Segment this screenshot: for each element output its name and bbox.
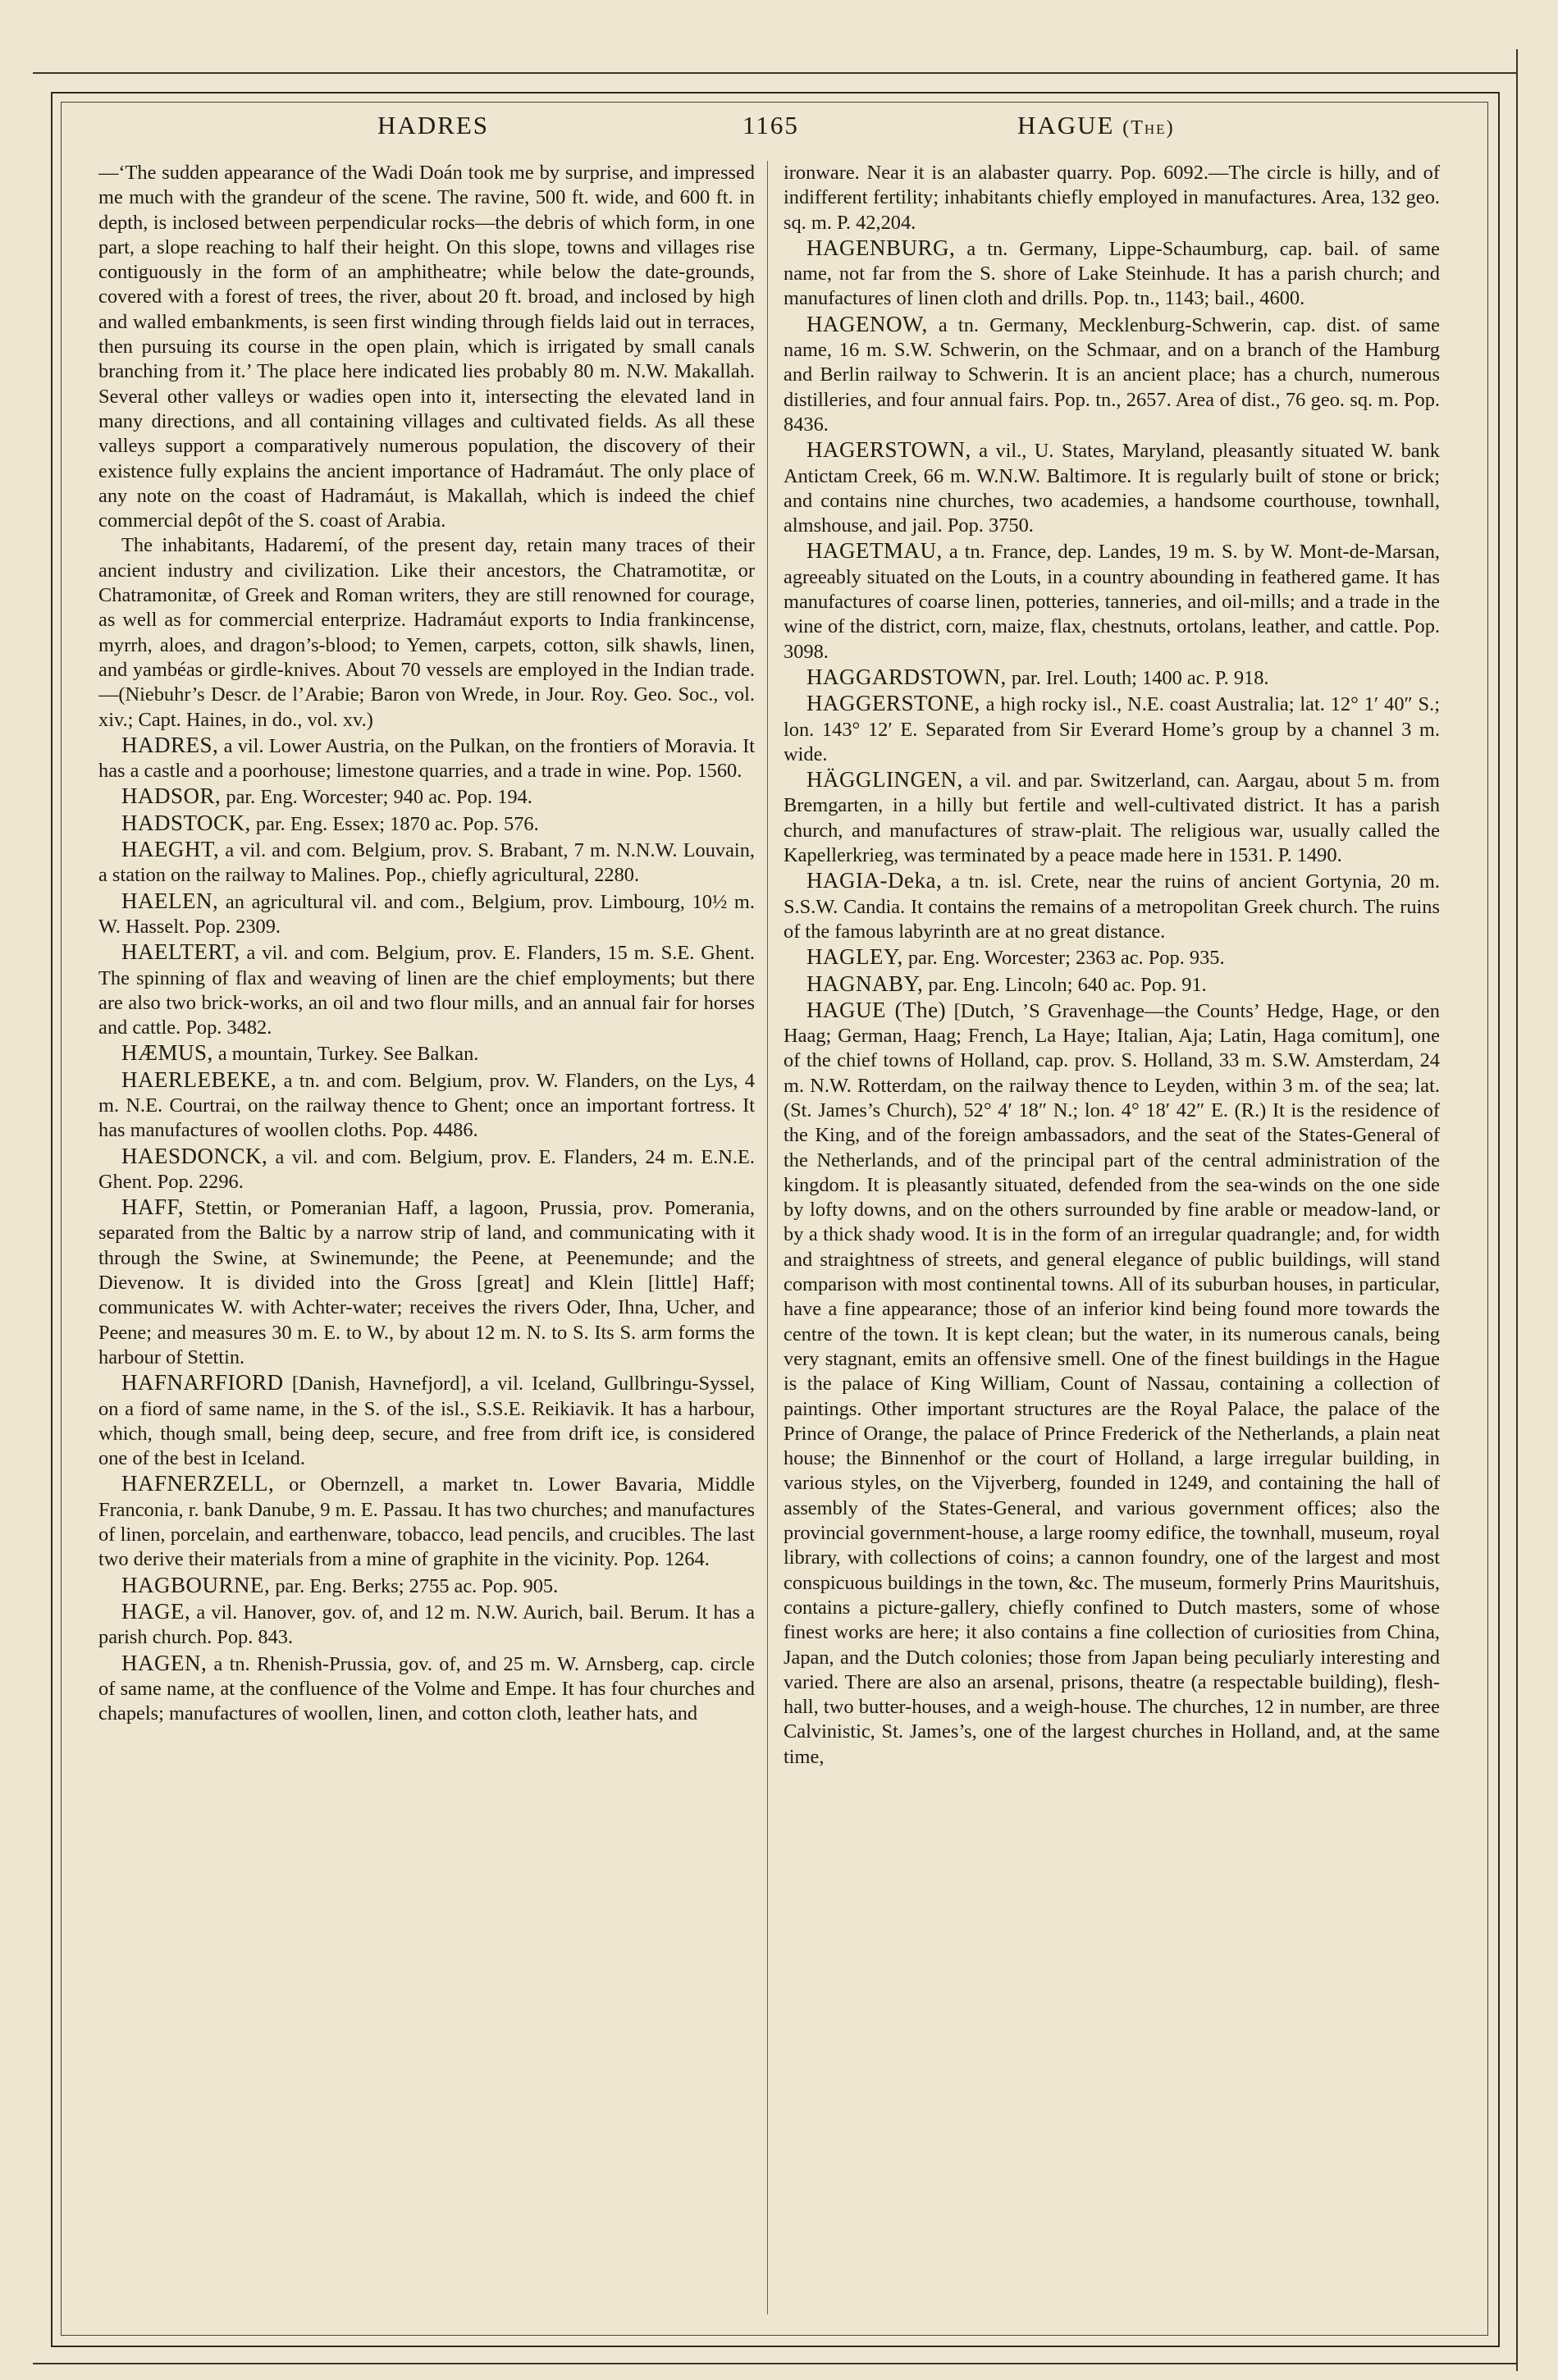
top-edge-line xyxy=(33,72,1518,74)
entry-body: par. Eng. Lincoln; 640 ac. Pop. 91. xyxy=(923,973,1207,996)
entry-body: a tn. and com. Belgium, prov. W. Flanders, on the Lys, 4 m. N.E. Courtrai, on the railway thence to Ghent; once an important fortress. It has manufactures of woollen cloths. Pop. 4486. xyxy=(98,1069,755,1142)
entry-headword: HADRES, xyxy=(121,732,219,757)
entry-body: Stettin, or Pomeranian Haff, a lagoon, Prussia, prov. Pomerania, separated from the Baltic by a narrow strip of land, and communicating with it through the Swine, at Swinemunde; the Peene, at Peenemunde; and the Dievenow. It is divided into the Gross [great] and Klein [little] Haff; communicates W. with Achter-water; receives the rivers Oder, Ihna, Ucher, and Peene; and measures 30 m. E. to W., by about 12 m. N. to S. Its S. arm forms the harbour of Stettin. xyxy=(98,1197,755,1368)
entry-body: a vil. and com. Belgium, prov. E. Flanders, 24 m. E.N.E. Ghent. Pop. 2296. xyxy=(98,1145,755,1193)
dictionary-entry xyxy=(98,161,755,533)
dictionary-entry xyxy=(98,811,755,837)
entry-body: The inhabitants, Hadaremí, of the present day, retain many traces of their ancient industry and civilization. Like their ancestors, the Chatramotitæ, or Chatramonitæ, of Greek and Roman writers, they are still renowned for courage, as well as for commercial enterprize. Hadramáut exports to India frankincense, myrrh, aloes, and dragon’s-blood; to Yemen, carpets, cotton, silk shawls, linen, and yambéas or girdle-knives. About 70 vessels are employed in the Indian trade. —(Niebuhr’s Descr. de l’Arabie; Baron von Wrede, in Jour. Roy. Geo. Soc., vol. xiv.; Capt. Haines, in do., vol. xv.) xyxy=(98,534,755,731)
dictionary-entry xyxy=(784,538,1440,664)
entry-headword: HAGEN, xyxy=(121,1650,208,1675)
dictionary-entry xyxy=(98,1040,755,1067)
entry-headword: HAGE, xyxy=(121,1598,191,1624)
entry-headword: HAELTERT, xyxy=(121,939,240,965)
right-edge-line xyxy=(1516,49,1518,2371)
entry-headword: HADSOR, xyxy=(121,783,222,809)
entry-headword: HAESDONCK, xyxy=(121,1143,268,1168)
dictionary-entry xyxy=(784,437,1440,538)
running-header xyxy=(82,111,1477,148)
entry-headword: HAGENBURG, xyxy=(806,235,956,260)
dictionary-entry xyxy=(98,1067,755,1144)
right-column xyxy=(784,161,1440,2314)
entry-body: —‘The sudden appearance of the Wadi Doán took me by surprise, and impressed me much with the grandeur of the scene. The ravine, 500 ft. wide, and 600 ft. in depth, is inclosed between perpendicular rocks—the debris of which form, in one part, a slope reaching to half their height. On this slope, towns and villages rise contiguously in the form of an amphitheatre; while below the date-grounds, covered with a forest of trees, the river, about 20 ft. broad, and inclosed by high and walled embankments, is seen first winding through fields laid out in terraces, then pursuing its course in the open plain, which is irrigated by small canals branching from it.’ The place here indicated lies probably 80 m. N.W. Makallah. Several other valleys or wadies open into it, intersecting the elevated land in many directions, and all containing villages and cultivated fields. As all these valleys support a comparatively numerous population, the discovery of their existence fully explains the ancient importance of Hadramáut. The only place of any note on the coast of Hadramáut, is Makallah, which is indeed the chief commercial depôt of the S. coast of Arabia. xyxy=(98,162,755,532)
entry-body: a vil. and com. Belgium, prov. S. Brabant, 7 m. N.N.W. Louvain, a station on the railway to Malines. Pop., chiefly agricultural, 2280. xyxy=(98,839,755,887)
page-number: 1165 xyxy=(742,111,799,139)
entry-body: ironware. Near it is an alabaster quarry. Pop. 6092.—The circle is hilly, and of indifferent fertility; inhabitants chiefly employed in manufactures. Area, 132 geo. sq. m. P. 42,204. xyxy=(784,162,1440,234)
entry-headword: HAGERSTOWN, xyxy=(806,437,971,463)
entry-headword: HAGUE (The) xyxy=(806,997,947,1022)
dictionary-entry xyxy=(784,868,1440,944)
dictionary-entry xyxy=(784,161,1440,235)
entry-headword: HADSTOCK, xyxy=(121,810,251,835)
dictionary-entry xyxy=(784,235,1440,312)
dictionary-entry xyxy=(98,1370,755,1471)
dictionary-entry xyxy=(784,312,1440,437)
dictionary-entry xyxy=(98,1573,755,1599)
entry-headword: HAGIA-Deka, xyxy=(806,868,943,893)
entry-headword: HÆMUS, xyxy=(121,1040,213,1066)
entry-headword: HAFNARFIORD xyxy=(121,1370,284,1396)
entry-body: par. Eng. Berks; 2755 ac. Pop. 905. xyxy=(270,1574,559,1597)
entry-body: a vil. Lower Austria, on the Pulkan, on the frontiers of Moravia. It has a castle and a poorhouse; limestone quarries, and a trade in wine. Pop. 1560. xyxy=(98,734,755,783)
entry-body: [Danish, Havnefjord], a vil. Iceland, Gullbringu-Syssel, on a fiord of same name, in the S. of the isl., S.S.E. Reikiavik. It has a harbour, which, though small, being deep, secure, and free from drift ice, is considered one of the best in Iceland. xyxy=(98,1373,755,1470)
dictionary-entry xyxy=(98,1599,755,1651)
entry-body: a tn. France, dep. Landes, 19 m. S. by W. Mont-de-Marsan, agreeably situated on the Louts, in a country abounding in feathered game. It has manufactures of coarse linen, potteries, tanneries, and oil-mills; and a trade in the wine of the district, corn, maize, flax, chestnuts, ortolans, leather, and cattle. Pop. 3098. xyxy=(784,541,1440,663)
dictionary-entry xyxy=(784,971,1440,998)
entry-headword: HAGBOURNE, xyxy=(121,1572,271,1597)
dictionary-entry xyxy=(784,944,1440,971)
entry-body: an agricultural vil. and com., Belgium, prov. Limbourg, 10½ m. W. Hasselt. Pop. 2309. xyxy=(98,890,755,938)
entry-headword: HAELEN, xyxy=(121,888,219,913)
dictionary-entry xyxy=(784,998,1440,1770)
entry-headword: HÄGGLINGEN, xyxy=(806,767,963,793)
entry-headword: HAGNABY, xyxy=(806,971,924,996)
entry-body: par. Eng. Worcester; 2363 ac. Pop. 935. xyxy=(902,947,1225,970)
bottom-edge-line xyxy=(33,2363,1518,2364)
entry-headword: HAEGHT, xyxy=(121,837,220,862)
entry-body: a vil. and par. Switzerland, can. Aargau, about 5 m. from Bremgarten, in a hilly but fertile and well-cultivated district. It has a parish church, and manufactures of straw-plait. The religious war, usually called the Kapellerkrieg, was terminated by a peace made here in 1531. P. 1490. xyxy=(784,770,1440,867)
entry-body: par. Eng. Essex; 1870 ac. Pop. 576. xyxy=(250,812,539,835)
dictionary-entry xyxy=(98,533,755,732)
dictionary-entry xyxy=(98,939,755,1040)
entry-body: a tn. Germany, Mecklenburg-Schwerin, cap. dist. of same name, 16 m. S.W. Schwerin, on the Schmaar, and on a branch of the Hamburg and Berlin railway to Schwerin. It is an ancient place; has a church, numerous distilleries, and four annual fairs. Pop. tn., 2657. Area of dist., 76 geo. sq. m. Pop. 8436. xyxy=(784,313,1440,436)
entry-body: a vil. and com. Belgium, prov. E. Flanders, 15 m. S.E. Ghent. The spinning of flax and weaving of linen are the chief employments; but there are also two brick-works, an oil and two flour mills, and an annual fair for horses and cattle. Pop. 3482. xyxy=(98,942,755,1039)
dictionary-entry xyxy=(98,733,755,784)
dictionary-entry xyxy=(784,691,1440,767)
dictionary-entry xyxy=(98,889,755,940)
header-left-word: HADRES xyxy=(377,111,490,139)
dictionary-entry xyxy=(98,1144,755,1195)
entry-body: a high rocky isl., N.E. coast Australia; lat. 12° 1′ 40″ S.; lon. 143° 12′ E. Separated from Sir Everard Home’s group by a channel 3 m. wide. xyxy=(784,693,1440,765)
entry-body: a mountain, Turkey. See Balkan. xyxy=(212,1043,479,1066)
entry-body: par. Eng. Worcester; 940 ac. Pop. 194. xyxy=(221,786,532,809)
entry-headword: HAFNERZELL, xyxy=(121,1471,275,1496)
entry-body: par. Irel. Louth; 1400 ac. P. 918. xyxy=(1006,666,1269,689)
entry-headword: HAFF, xyxy=(121,1195,185,1220)
left-column xyxy=(98,161,755,2314)
entry-body: a vil., U. States, Maryland, pleasantly situated W. bank Antictam Creek, 66 m. W.N.W. Baltimore. It is regularly built of stone or brick; and contains nine churches, two academies, a handsome courthouse, townhall, almshouse, and jail. Pop. 3750. xyxy=(784,440,1440,537)
entry-headword: HAGENOW, xyxy=(806,311,928,336)
entry-headword: HAGGERSTONE, xyxy=(806,691,980,716)
header-right-main: HAGUE xyxy=(1017,111,1115,139)
entry-headword: HAGLEY, xyxy=(806,944,903,970)
dictionary-entry xyxy=(98,1195,755,1370)
header-right-word xyxy=(1017,111,1175,140)
dictionary-entry xyxy=(784,665,1440,691)
column-rule xyxy=(767,161,768,2314)
entry-headword: HAGETMAU, xyxy=(806,538,943,564)
entry-body: a tn. Germany, Lippe-Schaumburg, cap. bail. of same name, not far from the S. shore of Lake Steinhude. It has a parish church; and manufactures of linen cloth and drills. Pop. tn., 1143; bail., 4600. xyxy=(784,237,1440,310)
entry-body: a vil. Hanover, gov. of, and 12 m. N.W. Aurich, bail. Berum. It has a parish church. Pop. 843. xyxy=(98,1601,755,1649)
dictionary-entry xyxy=(784,767,1440,868)
entry-body: or Obernzell, a market tn. Lower Bavaria, Middle Franconia, r. bank Danube, 9 m. E. Passau. It has two churches; and manufactures of linen, porcelain, and earthenware, tobacco, lead pencils, and crucibles. The last two derive their materials from a mine of graphite in the vicinity. Pop. 1264. xyxy=(98,1473,755,1571)
entry-body: a tn. isl. Crete, near the ruins of ancient Gortynia, 20 m. S.S.W. Candia. It contains the remains of a metropolitan Greek church. The ruins of the famous labyrinth are at no great distance. xyxy=(784,870,1440,943)
entry-body: a tn. Rhenish-Prussia, gov. of, and 25 m. W. Arnsberg, cap. circle of same name, at the confluence of the Volme and Empe. It has four churches and chapels; manufactures of woollen, linen, and cotton cloth, leather hats, and xyxy=(98,1652,755,1725)
dictionary-entry xyxy=(98,1471,755,1572)
entry-headword: HAGGARDSTOWN, xyxy=(806,664,1007,689)
entry-body: [Dutch, ’S Gravenhage—the Counts’ Hedge, Hage, or den Haag; German, Haag; French, La Haye; Italian, Aja; Latin, Haga comitum], one of the chief towns of Holland, cap. prov. S. Holland, 33 m. S.W. Amsterdam, 24 m. N.W. Rotterdam, on the railway thence to Leyden, within 3 m. of the sea; lat. (St. James’s Church), 52° 4′ 18″ N.; lon. 4° 18′ 42″ E. (R.) It is the residence of the King, and of the foreign ambassadors, and the seat of the States-General of the Netherlands, and of the principal part of the central administration of the kingdom. It is pleasantly situated, defended from the sea-winds on the one side by lofty downs, and on the others surrounded by fine arable or meadow-land, or by a thick shady wood. It is in the form of an irregular quadrangle; and, for width and straightness of streets, and general elegance of public buildings, will stand comparison with most continental towns. All of its suburban houses, in particular, have a fine appearance; those of an inferior kind being found more towards the centre of the town. It is kept clean; but the water, in its numerous canals, being very stagnant, emits an offensive smell. One of the finest buildings in the Hague is the palace of King William, Count of Nassau, containing a collection of paintings. Other important structures are the Royal Palace, the palace of the Prince of Orange, the palace of Prince Frederick of the Netherlands, a plain neat house; the Binnenhof or the court of Holland, a large irregular building, in various styles, on the Vijverberg, founded in 1249, and containing the hall of assembly of the States-General, and various government offices; also the provincial government-house, a large roomy edifice, the townhall, museum, royal library, with collections of coins; a cannon foundry, one of the largest and most conspicuous buildings in the town, &c. The museum, formerly Prins Mauritshuis, contains a picture-gallery, chiefly confined to Dutch masters, some of whose finest works are here; it also contains a fine collection of curiosities from China, Japan, and the Dutch colonies; those from Japan being peculiarly interesting and varied. There are also an arsenal, prisons, theatre (a respectable building), flesh-hall, two butter-houses, and a weigh-house. The churches, 12 in number, are three Calvinistic, St. James’s, one of the largest churches in Holland, and, at the same time, xyxy=(784,999,1440,1768)
dictionary-entry xyxy=(98,837,755,889)
dictionary-entry xyxy=(98,1651,755,1727)
entry-headword: HAERLEBEKE, xyxy=(121,1067,277,1092)
dictionary-entry xyxy=(98,783,755,810)
header-right-sub: (The) xyxy=(1122,117,1175,139)
